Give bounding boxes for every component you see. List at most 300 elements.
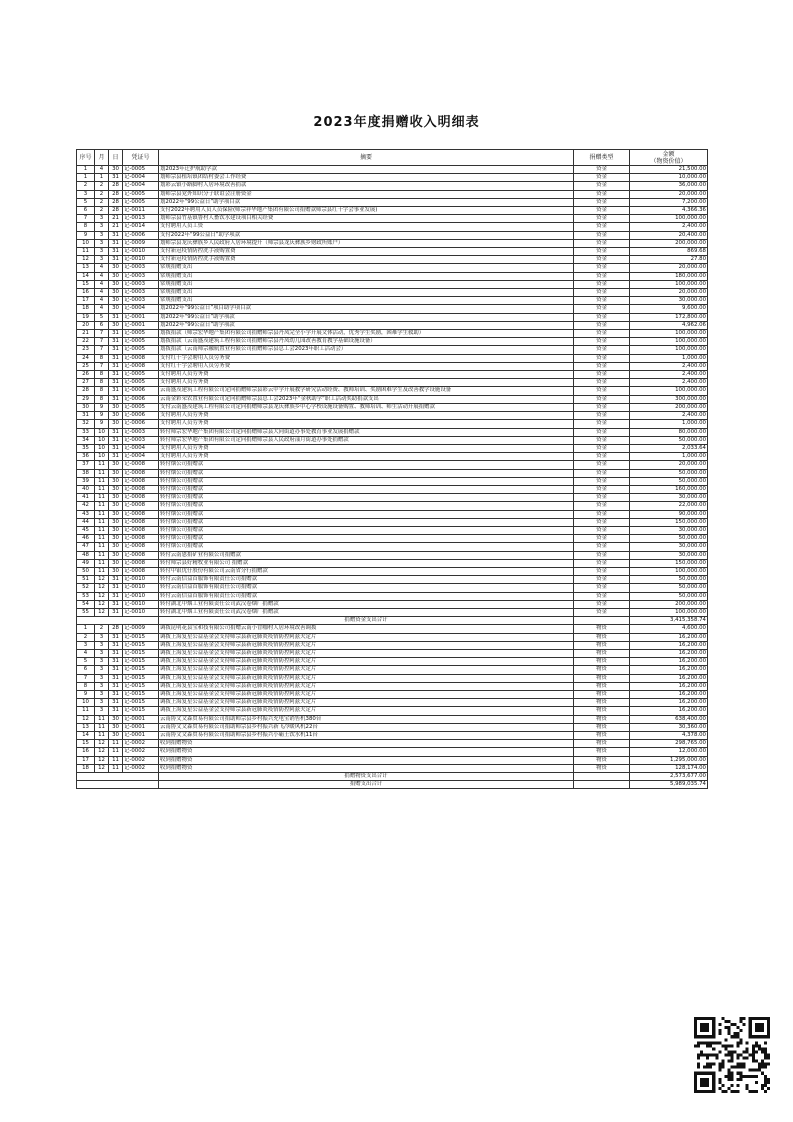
cell-voucher: 记-0006 [123,231,159,239]
cell-day: 30 [109,469,123,477]
cell-category: 资金 [574,264,630,272]
cell-voucher: 记-0006 [123,395,159,403]
cell-summary: 转付烟公司捐赠款 [159,535,574,543]
cell-category: 资金 [574,272,630,280]
cell-summary: 收到捐赠物资 [159,740,574,748]
cell-voucher: 记-0005 [123,338,159,346]
cell-voucher: 记-0008 [123,477,159,485]
cell-seq: 7 [77,215,95,223]
cell-month: 3 [95,691,109,699]
cell-voucher: 记-0010 [123,248,159,256]
cell-summary: 调拨上海复星公益基金会支持师宗县新冠肺炎疫情防控阿兹夫定片 [159,674,574,682]
cell-voucher: 记-0010 [123,576,159,584]
cell-voucher: 记-0004 [123,444,159,452]
cell-month: 9 [95,403,109,411]
cell-month: 7 [95,346,109,354]
cell-seq: 29 [77,395,95,403]
cell-day: 30 [109,518,123,526]
cell-voucher: 记-0005 [123,330,159,338]
cell-category: 资金 [574,207,630,215]
cell-summary: 支付2022年“99公益日”助学项款 [159,231,574,239]
col-category: 捐赠类型 [574,150,630,166]
cell-summary: 调拨上海复星公益基金会支持师宗县新冠肺炎疫情防控阿兹夫定片 [159,691,574,699]
cell-month: 1 [95,174,109,182]
cell-seq: 40 [77,485,95,493]
cell-voucher: 记-0003 [123,428,159,436]
table-row [77,371,708,379]
cell-voucher: 记-0015 [123,699,159,707]
cell-amount: 20,000.00 [630,289,708,297]
cell-category: 资金 [574,297,630,305]
cell-voucher: 记-0008 [123,494,159,502]
cell-day: 31 [109,248,123,256]
cell-summary: 划2022年“99公益日”项目助学项目款 [159,305,574,313]
cell-month: 8 [95,371,109,379]
table-row [77,362,708,370]
cell-category: 资金 [574,551,630,559]
cell-amount: 20,000.00 [630,461,708,469]
cell-month: 12 [95,608,109,616]
cell-day: 30 [109,321,123,329]
cell-day: 30 [109,485,123,493]
table-row [77,764,708,772]
cell-day: 31 [109,576,123,584]
table-row [77,625,708,633]
cell-voucher: 记-0006 [123,387,159,395]
cell-seq: 10 [77,239,95,247]
cell-summary: 收到捐赠物资 [159,764,574,772]
cell-category: 物资 [574,723,630,731]
cell-category: 物资 [574,625,630,633]
cell-amount: 30,360.00 [630,723,708,731]
cell-category: 资金 [574,354,630,362]
cell-voucher: 记-0001 [123,321,159,329]
table-row [77,395,708,403]
cell-amount: 200,000.00 [630,239,708,247]
cell-month: 11 [95,477,109,485]
cell-day: 31 [109,256,123,264]
cell-seq: 17 [77,756,95,764]
cell-month: 10 [95,444,109,452]
cell-day: 31 [109,362,123,370]
cell-category: 资金 [574,477,630,485]
cell-amount: 869.68 [630,248,708,256]
cell-seq: 37 [77,461,95,469]
cell-day: 11 [109,748,123,756]
cell-month: 11 [95,551,109,559]
cell-summary: 划彩云镇小路脚村人居环境改善捐款 [159,182,574,190]
cell-month: 11 [95,535,109,543]
cell-month: 2 [95,198,109,206]
cell-month: 3 [95,223,109,231]
cell-category: 资金 [574,444,630,452]
cell-seq: 53 [77,592,95,600]
cell-summary: 常规捐赠支出 [159,297,574,305]
cell-voucher: 记-0005 [123,198,159,206]
cell-day: 31 [109,346,123,354]
table-row [77,543,708,551]
cell-voucher: 记-0004 [123,174,159,182]
col-amount-line2: （物资价值） [650,157,687,165]
cell-day: 30 [109,420,123,428]
cell-category: 资金 [574,215,630,223]
cell-day: 30 [109,551,123,559]
cell-category: 资金 [574,190,630,198]
cell-summary: 划拨捐款（师宗宏华地产集团有限公司捐赠师宗县丹凤完全小学开展文体活动，优秀学生奖励，困难学生救助） [159,330,574,338]
cell-voucher: 记-0015 [123,649,159,657]
subtotal-label: 捐赠支出合计 [159,781,574,789]
cell-day: 30 [109,732,123,740]
cell-category: 资金 [574,526,630,534]
cell-amount: 20,000.00 [630,190,708,198]
cell-category: 物资 [574,707,630,715]
cell-voucher: 记-0008 [123,502,159,510]
cell-month: 12 [95,600,109,608]
cell-seq: 54 [77,600,95,608]
cell-seq: 16 [77,289,95,297]
cell-category: 资金 [574,535,630,543]
cell-day: 30 [109,280,123,288]
cell-day: 30 [109,264,123,272]
cell-voucher: 记-0002 [123,740,159,748]
cell-seq: 22 [77,338,95,346]
cell-month: 12 [95,748,109,756]
cell-voucher: 记-0005 [123,346,159,354]
cell-category: 资金 [574,248,630,256]
cell-month: 12 [95,576,109,584]
cell-summary: 调拨上海复星公益基金会支持师宗县新冠肺炎疫情防控阿兹夫定片 [159,682,574,690]
table-row [77,576,708,584]
table-row [77,592,708,600]
table-row [77,379,708,387]
cell-day: 31 [109,682,123,690]
cell-amount: 16,200.00 [630,707,708,715]
table-row [77,559,708,567]
cell-month: 4 [95,264,109,272]
cell-amount: 300,000.00 [630,395,708,403]
cell-summary: 划师宗县竹基镇鲁村人畜饮水建设项目相关经费 [159,215,574,223]
cell-amount: 4,962.06 [630,321,708,329]
cell-seq: 15 [77,740,95,748]
cell-amount: 4,366.36 [630,207,708,215]
cell-voucher: 记-0008 [123,559,159,567]
cell-seq: 24 [77,354,95,362]
cell-category: 资金 [574,280,630,288]
cell-seq: 27 [77,379,95,387]
cell-voucher: 记-0014 [123,223,159,231]
cell-day: 30 [109,535,123,543]
cell-amount: 16,200.00 [630,682,708,690]
cell-category: 资金 [574,330,630,338]
cell-month: 3 [95,215,109,223]
table-row [77,682,708,690]
cell-summary: 支付新冠疫情防控洗手液购置费 [159,256,574,264]
cell-seq: 45 [77,526,95,534]
cell-category: 资金 [574,436,630,444]
table-row [77,272,708,280]
cell-month: 3 [95,682,109,690]
cell-category: 资金 [574,453,630,461]
cell-seq: 11 [77,248,95,256]
table-row [77,518,708,526]
cell-voucher: 记-0009 [123,239,159,247]
cell-voucher: 记-0010 [123,256,159,264]
cell-seq: 43 [77,510,95,518]
cell-month: 4 [95,272,109,280]
cell-month: 4 [95,305,109,313]
cell-day: 30 [109,502,123,510]
table-row [77,477,708,485]
cell-seq: 35 [77,444,95,452]
subtotal-label: 捐赠物资支出合计 [159,773,574,781]
cell-day: 30 [109,510,123,518]
cell-day: 28 [109,190,123,198]
cell-seq: 1 [77,174,95,182]
table-row [77,403,708,411]
cell-amount: 638,400.00 [630,715,708,723]
cell-voucher: 记-0008 [123,461,159,469]
cell-seq: 18 [77,305,95,313]
cell-category: 资金 [574,543,630,551]
cell-month: 10 [95,428,109,436]
cell-category: 资金 [574,600,630,608]
cell-amount: 100,000.00 [630,346,708,354]
col-seq: 序号 [77,150,95,166]
cell-month: 4 [95,280,109,288]
cell-amount: 180,000.00 [630,272,708,280]
table-row [77,748,708,756]
cell-summary: 云南盛茂建筑工程有限公司定向捐赠师宗县彩云中学开展教学研究活动经费、教师培训、奖励困难学生及改善教学设施设备 [159,387,574,395]
cell-voucher: 记-0005 [123,166,159,174]
cell-day: 28 [109,198,123,206]
cell-month: 3 [95,658,109,666]
cell-voucher: 记-0013 [123,215,159,223]
cell-category: 资金 [574,198,630,206]
cell-summary: 支付红十字会聘用人员劳务费 [159,362,574,370]
cell-month: 2 [95,190,109,198]
cell-month: 11 [95,526,109,534]
cell-seq: 25 [77,362,95,370]
cell-summary: 转付烟公司捐赠款 [159,502,574,510]
cell-month: 12 [95,740,109,748]
cell-summary: 调拨上海复星公益基金会支持师宗县新冠肺炎疫情防控阿兹夫定片 [159,707,574,715]
cell-category: 资金 [574,371,630,379]
cell-summary: 转付烟公司捐赠款 [159,543,574,551]
cell-category: 物资 [574,715,630,723]
cell-day: 31 [109,444,123,452]
cell-category: 物资 [574,740,630,748]
cell-amount: 50,000.00 [630,477,708,485]
cell-day: 31 [109,608,123,616]
cell-amount: 16,200.00 [630,658,708,666]
cell-day: 31 [109,633,123,641]
cell-category: 资金 [574,592,630,600]
cell-day: 30 [109,166,123,174]
cell-amount: 50,000.00 [630,592,708,600]
cell-month: 12 [95,592,109,600]
table-row [77,297,708,305]
cell-category: 物资 [574,666,630,674]
cell-amount: 2,033.64 [630,444,708,452]
cell-seq: 49 [77,559,95,567]
table-row [77,256,708,264]
table-row [77,198,708,206]
cell-category: 资金 [574,321,630,329]
table-row [77,174,708,182]
cell-day: 30 [109,477,123,485]
cell-voucher: 记-0008 [123,567,159,575]
cell-summary: 调拨上海复星公益基金会支持师宗县新冠肺炎疫情防控阿兹夫定片 [159,699,574,707]
cell-voucher: 记-0015 [123,707,159,715]
cell-summary: 划拨捐款（云南盛茂建筑工程有限公司捐赠师宗县丹凤幼儿园改善教育教学基础设施设备） [159,338,574,346]
cell-summary: 调拨上海复星公益基金会支持师宗县新冠肺炎疫情防控阿兹夫定片 [159,649,574,657]
cell-day: 28 [109,182,123,190]
cell-month: 11 [95,494,109,502]
cell-voucher: 记-0010 [123,608,159,616]
cell-day: 31 [109,674,123,682]
cell-summary: 转付师宗宏华地产集团有限公司定向捐赠师宗县大同街道办事处教育事业发展捐赠款 [159,428,574,436]
cell-day: 31 [109,428,123,436]
cell-day: 30 [109,289,123,297]
cell-day: 31 [109,453,123,461]
cell-amount: 16,200.00 [630,641,708,649]
cell-amount: 1,000.00 [630,453,708,461]
cell-category: 物资 [574,641,630,649]
table-row [77,289,708,297]
cell-category: 资金 [574,338,630,346]
cell-amount: 2,400.00 [630,362,708,370]
cell-amount: 100,000.00 [630,567,708,575]
table-row [77,428,708,436]
table-row [77,535,708,543]
subtotal-row [77,773,708,781]
cell-seq: 9 [77,691,95,699]
cell-voucher: 记-0008 [123,551,159,559]
cell-seq: 3 [77,641,95,649]
cell-category: 资金 [574,584,630,592]
cell-category: 资金 [574,469,630,477]
cell-summary: 调拨上海复星公益基金会支持师宗县新冠肺炎疫情防控阿兹夫定片 [159,633,574,641]
cell-amount: 10,000.00 [630,174,708,182]
cell-month: 5 [95,313,109,321]
cell-category: 物资 [574,732,630,740]
table-row [77,412,708,420]
table-row [77,354,708,362]
cell-month: 3 [95,239,109,247]
table-row [77,338,708,346]
cell-seq: 32 [77,420,95,428]
cell-day: 31 [109,239,123,247]
cell-month: 2 [95,182,109,190]
cell-amount: 30,000.00 [630,494,708,502]
cell-day: 30 [109,494,123,502]
cell-voucher: 记-0010 [123,600,159,608]
cell-voucher: 记-0009 [123,625,159,633]
table-row [77,551,708,559]
subtotal-amount: 2,573,677.00 [630,773,708,781]
cell-month: 11 [95,559,109,567]
cell-amount: 128,174.00 [630,764,708,772]
table-row [77,494,708,502]
cell-day: 28 [109,625,123,633]
cell-category: 资金 [574,239,630,247]
cell-day: 30 [109,297,123,305]
cell-voucher: 记-0010 [123,584,159,592]
table-row [77,239,708,247]
table-row [77,215,708,223]
cell-day: 28 [109,207,123,215]
cell-summary: 划2022年“99公益日”助学项款 [159,313,574,321]
qr-code-icon [694,1017,770,1093]
cell-voucher: 记-0015 [123,674,159,682]
table-row [77,715,708,723]
subtotal-blank [77,781,159,789]
cell-summary: 支付聘用人员劳务费 [159,379,574,387]
cell-summary: 常规捐赠支出 [159,272,574,280]
cell-amount: 30,000.00 [630,551,708,559]
cell-day: 30 [109,715,123,723]
cell-voucher: 记-0008 [123,526,159,534]
cell-seq: 14 [77,732,95,740]
cell-month: 11 [95,461,109,469]
cell-summary: 转付云南信益首服饰有限责任公司捐赠款 [159,592,574,600]
cell-summary: 收到捐赠物资 [159,756,574,764]
cell-category: 资金 [574,182,630,190]
cell-amount: 1,295,000.00 [630,756,708,764]
col-voucher: 凭证号 [123,150,159,166]
subtotal-category-blank [574,617,630,625]
cell-month: 11 [95,510,109,518]
cell-amount: 100,000.00 [630,608,708,616]
cell-voucher: 记-0010 [123,592,159,600]
cell-amount: 20,400.00 [630,231,708,239]
cell-amount: 50,000.00 [630,584,708,592]
table-row [77,190,708,198]
table-row [77,699,708,707]
cell-month: 7 [95,362,109,370]
cell-summary: 支付聘用人员劳务费 [159,371,574,379]
cell-seq: 30 [77,403,95,411]
cell-amount: 200,000.00 [630,600,708,608]
cell-summary: 收到捐赠物资 [159,748,574,756]
cell-summary: 支付云南盛茂建筑工程有限公司定向捐赠师宗县龙庆彝族乡中心学校设施设备购置、教师培训、师生活动开展捐赠款 [159,403,574,411]
col-month: 月 [95,150,109,166]
table-row [77,453,708,461]
cell-month: 11 [95,469,109,477]
table-row [77,166,708,174]
table-row [77,485,708,493]
table-row [77,264,708,272]
cell-day: 30 [109,461,123,469]
table-row [77,649,708,657]
cell-amount: 2,400.00 [630,223,708,231]
cell-category: 资金 [574,395,630,403]
cell-category: 资金 [574,256,630,264]
cell-summary: 调拨上海复星公益基金会支持师宗县新冠肺炎疫情防控阿兹夫定片 [159,666,574,674]
cell-seq: 2 [77,633,95,641]
cell-voucher: 记-0008 [123,518,159,526]
page-title: 2023年度捐赠收入明细表 [313,115,480,130]
cell-month: 11 [95,502,109,510]
cell-category: 资金 [574,494,630,502]
cell-amount: 100,000.00 [630,215,708,223]
cell-month: 3 [95,649,109,657]
cell-amount: 200,000.00 [630,403,708,411]
cell-month: 2 [95,625,109,633]
cell-amount: 100,000.00 [630,387,708,395]
cell-amount: 100,000.00 [630,330,708,338]
cell-amount: 298,765.00 [630,740,708,748]
